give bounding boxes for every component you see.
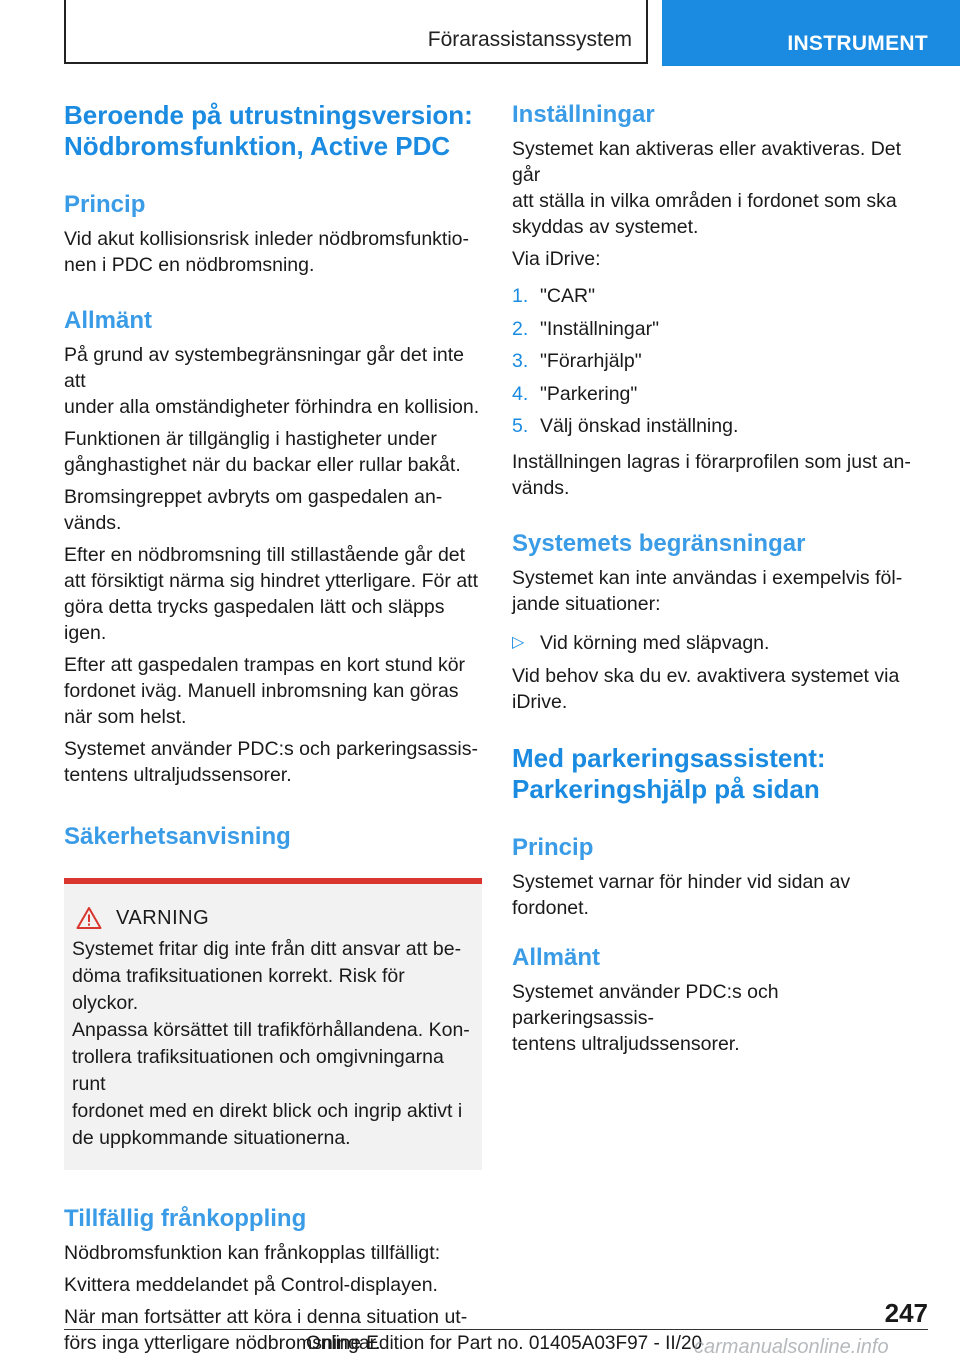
- list-item: 1. "CAR": [512, 285, 596, 307]
- heading-allmant: Allmänt: [64, 307, 153, 334]
- section-title-parkeringshjalp: Med parkeringsassistent: Parkeringshjälp på sidan: [512, 742, 826, 804]
- page-number: 247: [884, 1298, 928, 1328]
- heading-tillfallig-frankoppling: Tillfällig frånkoppling: [64, 1205, 307, 1232]
- paragraph-allmant-1: På grund av systembegränsningar går det inte att under alla omständigheter förhindra en kollision.: [64, 344, 480, 418]
- warning-header: [72, 906, 474, 930]
- heading-allmant-2: Allmänt: [512, 943, 601, 971]
- paragraph-tillf-2: Kvittera meddelandet på Control-displayen.: [64, 1274, 438, 1296]
- heading-princip: Princip: [64, 191, 146, 218]
- list-item: 2. "Inställningar": [512, 317, 659, 340]
- triangle-bullet-icon: ▷: [512, 633, 525, 651]
- paragraph-begransningar: Systemet kan inte användas i exempelvis föl- jande situationer:: [512, 566, 903, 615]
- paragraph-installningar: Systemet kan aktiveras eller avaktiveras. Det går att ställa in vilka områden i fordonet som ska skyddas av systemet.: [512, 138, 902, 238]
- heading-installningar: Inställningar: [512, 101, 655, 128]
- section-title-nodbroms: Beroende på utrustningsversion: Nödbromsfunktion, Active PDC: [64, 100, 473, 161]
- paragraph-allmant-5: Efter att gaspedalen trampas en kort stund kör fordonet iväg. Manuell inbromsning kan göras när som helst.: [64, 654, 466, 728]
- warning-triangle-icon: [76, 906, 102, 930]
- left-column: [64, 100, 482, 1356]
- paragraph-avaktivera: Vid behov ska du ev. avaktivera systemet via iDrive.: [512, 664, 900, 713]
- steps-list: [512, 280, 922, 443]
- watermark: carmanualsonline.info: [694, 1336, 889, 1358]
- paragraph-tillf-1: Nödbromsfunktion kan frånkopplas tillfälligt:: [64, 1242, 441, 1264]
- warning-box: [64, 878, 482, 1170]
- header-section-tab: [64, 0, 648, 64]
- heading-sakerhetsanvisning: Säkerhetsanvisning: [64, 823, 291, 850]
- heading-princip-2: Princip: [512, 833, 594, 861]
- header-chapter-title: INSTRUMENT: [787, 32, 928, 55]
- warning-title: VARNING: [116, 906, 210, 929]
- header-section-title: Förarassistanssystem: [427, 28, 632, 51]
- footer-edition: Online Edition for Part no. 01405A03F97 - II/20: [306, 1333, 703, 1354]
- footer-divider: [64, 1329, 864, 1330]
- list-item: 3. "Förarhjälp": [512, 350, 642, 372]
- right-column: [512, 100, 922, 1057]
- heading-systemets-begransningar: Systemets begränsningar: [512, 529, 806, 557]
- paragraph-via-idrive: Via iDrive:: [512, 248, 601, 270]
- paragraph-installningen-lagras: Inställningen lagras i förarprofilen som just an- vänds.: [512, 450, 911, 499]
- list-item: 5. Välj önskad inställning.: [512, 415, 739, 437]
- warning-text: Systemet fritar dig inte från ditt ansvar att be- döma trafiksituationen korrekt. Risk för olyckor. Anpassa körsättet till trafikförhållandena. Kon- trollera trafiksituationen och omgivningarna runt fordonet med en direkt blick och ingrip aktivt i de uppkommande situationerna.: [72, 938, 470, 1149]
- paragraph-tillf-3: När man fortsätter att köra i denna situation ut- förs inga ytterligare nödbromsningar.: [64, 1306, 468, 1354]
- paragraph-allmant-4: Efter en nödbromsning till stillastående går det att försiktigt närma sig hindret ytterligare. För att göra detta trycks gaspedalen lätt och släpps igen.: [64, 544, 478, 644]
- paragraph-allmant-6: Systemet använder PDC:s och parkeringsassis- tentens ultraljudssensorer.: [64, 738, 479, 786]
- paragraph-princip-2: Systemet varnar för hinder vid sidan av fordonet.: [512, 870, 851, 919]
- paragraph-princip: Vid akut kollisionsrisk inleder nödbromsfunktio- nen i PDC en nödbromsning.: [64, 228, 469, 276]
- list-item: 4. "Parkering": [512, 382, 638, 405]
- paragraph-allmant-2: Funktionen är tillgänglig i hastigheter under gånghastighet när du backar eller rullar bakåt.: [64, 428, 461, 476]
- list-item: ▷ Vid körning med släpvagn.: [512, 627, 922, 659]
- paragraph-allmant-3: Bromsingreppet avbryts om gaspedalen an- vänds.: [64, 486, 443, 534]
- paragraph-allmant-2b: Systemet använder PDC:s och parkeringsassis- tentens ultraljudssensorer.: [512, 980, 779, 1055]
- limitations-list: [512, 627, 922, 659]
- header-chapter-tab: [662, 0, 960, 66]
- footer-divider-right: [864, 1329, 928, 1330]
